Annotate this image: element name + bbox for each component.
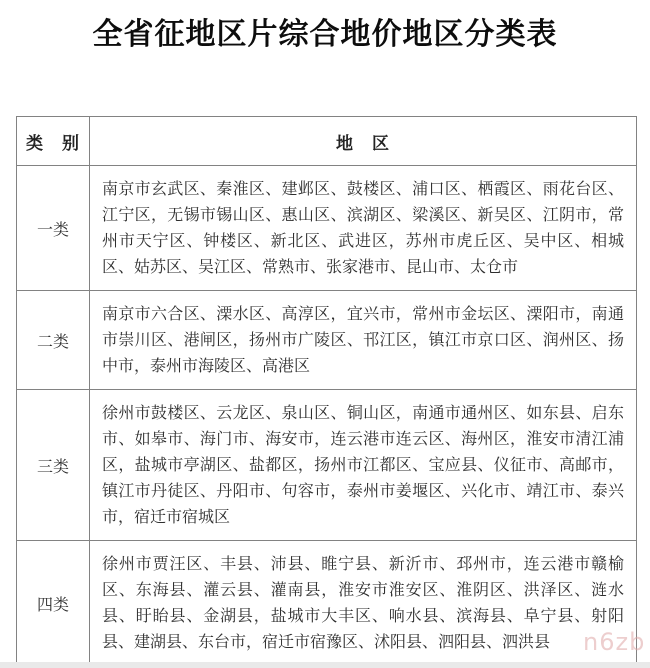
classification-table [16,116,637,666]
region-cell: 徐州市贾汪区、丰县、沛县、睢宁县、新沂市、邳州市，连云港市赣榆区、东海县、灌云县、灌南县，淮安市淮安区、淮阴区、洪泽区、涟水县、盱眙县、金湖县，盐城市大丰区、响水县、滨海县、阜宁县、射阳县、建湖县、东台市，宿迁市宿豫区、沭阳县、泗阳县、泗洪县 [90,541,637,666]
table-row-class-4 [17,541,637,666]
category-cell: 一类 [17,166,90,291]
region-cell: 南京市六合区、溧水区、高淳区，宜兴市，常州市金坛区、溧阳市，南通市崇川区、港闸区，扬州市广陵区、邗江区，镇江市京口区、润州区、扬中市，泰州市海陵区、高港区 [90,291,637,390]
region-cell: 徐州市鼓楼区、云龙区、泉山区、铜山区，南通市通州区、如东县、启东市、如皋市、海门市、海安市，连云港市连云区、海州区，淮安市清江浦区，盐城市亭湖区、盐都区，扬州市江都区、宝应县、仪征市、高邮市，镇江市丹徒区、丹阳市、句容市，泰州市姜堰区、兴化市、靖江市、泰兴市，宿迁市宿城区 [90,390,637,541]
category-column-header: 类 别 [17,117,90,166]
category-cell: 三类 [17,390,90,541]
page-title: 全省征地区片综合地价地区分类表 [92,17,558,52]
table-header-row [17,117,637,166]
table-row-class-3 [17,390,637,541]
region-cell: 南京市玄武区、秦淮区、建邺区、鼓楼区、浦口区、栖霞区、雨花台区、江宁区，无锡市锡山区、惠山区、滨湖区、梁溪区、新吴区、江阴市，常州市天宁区、钟楼区、新北区、武进区，苏州市虎丘区、吴中区、相城区、姑苏区、吴江区、常熟市、张家港市、昆山市、太仓市 [90,166,637,291]
category-cell: 二类 [17,291,90,390]
bottom-edge-strip [0,662,650,668]
category-cell: 四类 [17,541,90,666]
watermark: n6zb [583,628,646,656]
region-column-header: 地 区 [90,117,637,166]
table-row-class-2 [17,291,637,390]
table-row-class-1 [17,166,637,291]
